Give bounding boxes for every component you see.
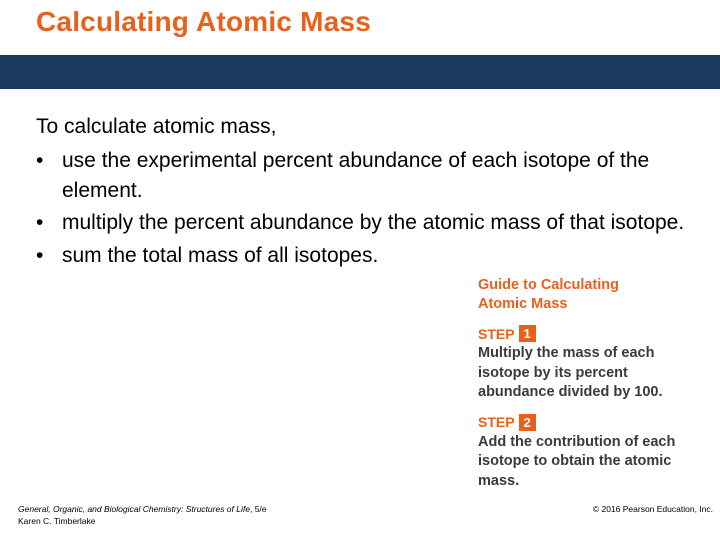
step-label: STEP (478, 325, 515, 342)
bullet-dot: • (36, 149, 44, 172)
step-line: Multiply the mass of each (478, 345, 655, 361)
step-2-text (478, 433, 703, 492)
bullet-dot: • (36, 243, 44, 267)
guide-title-line: Atomic Mass (478, 296, 568, 312)
footer-citation (18, 503, 267, 527)
guide-title-line: Guide to Calculating (478, 277, 619, 293)
slide-title: Calculating Atomic Mass (36, 6, 371, 37)
footer-book-title: General, Organic, and Biological Chemistry: Structures of Life (18, 504, 250, 514)
step-line: isotope by its percent (478, 364, 628, 381)
footer-edition: , 5/e (249, 504, 267, 514)
bullet-item (36, 241, 706, 271)
step-label: STEP (478, 414, 515, 430)
bullet-text: use the experimental percent abundance of each isotope of the element. (62, 149, 650, 202)
bullet-item (36, 208, 706, 238)
guide-title (478, 276, 703, 314)
bullet-item (36, 146, 706, 205)
bullet-list (36, 146, 706, 273)
bullet-text: multiply the percent abundance by the atomic mass of that isotope. (62, 211, 685, 234)
header-band (0, 55, 720, 89)
step-line: isotope to obtain the atomic (478, 453, 672, 469)
step-line: mass. (478, 472, 520, 489)
step-1-text (478, 344, 703, 403)
step-line: Add the contribution of each (478, 433, 676, 450)
step-line: abundance divided by 100. (478, 384, 663, 400)
footer-book-line (18, 503, 267, 515)
guide-box (478, 276, 703, 491)
step-number-badge: 1 (519, 325, 536, 342)
bullet-dot: • (36, 211, 44, 234)
intro-text: To calculate atomic mass, (36, 115, 277, 138)
step-1-heading (478, 324, 703, 343)
footer-author: Karen C. Timberlake (18, 516, 96, 526)
step-number-badge: 2 (519, 414, 536, 431)
step-2-heading (478, 413, 703, 432)
footer-copyright: © 2016 Pearson Education, Inc. (592, 504, 713, 514)
bullet-text: sum the total mass of all isotopes. (62, 243, 379, 267)
